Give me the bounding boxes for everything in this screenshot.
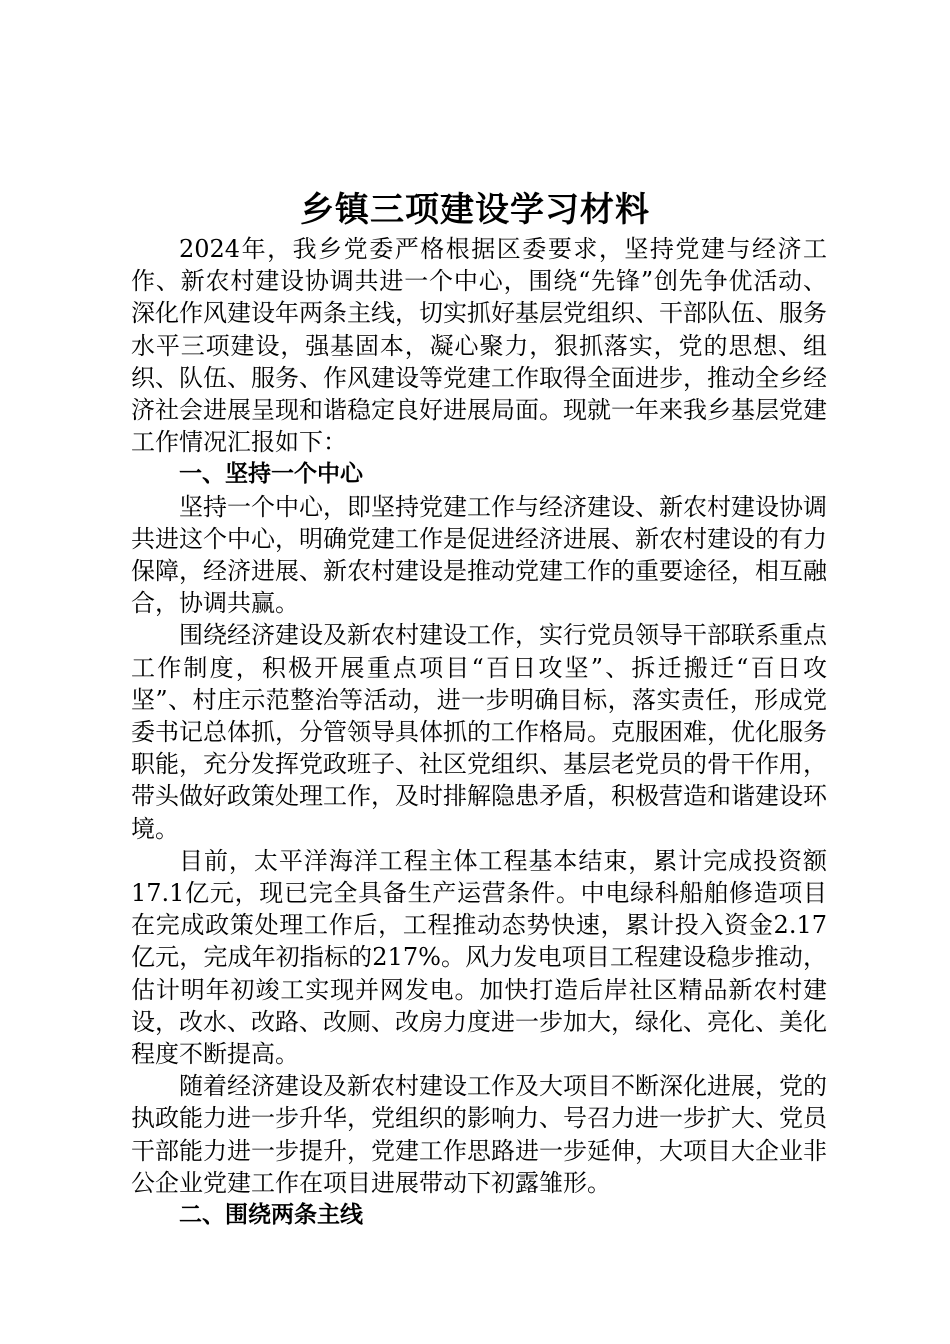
intro-paragraph: 2024年，我乡党委严格根据区委要求，坚持党建与经济工作、新农村建设协调共进一个中心，围绕“先锋”创先争优活动、深化作风建设年两条主线，切实抓好基层党组织、干部队伍、服务水平三项建设，强基固本，凝心聚力，狠抓落实，党的思想、组织、队伍、服务、作风建设等党建工作取得全面进步，推动全乡经济社会进展呈现和谐稳定良好进展局面。现就一年来我乡基层党建工作情况汇报如下： <box>131 235 827 457</box>
section-1-paragraph-2: 围绕经济建设及新农村建设工作，实行党员领导干部联系重点工作制度，积极开展重点项目“百日攻坚”、拆迁搬迁“百日攻坚”、村庄示范整治等活动，进一步明确目标，落实责任，形成党委书记总体抓，分管领导具体抓的工作格局。克服困难，优化服务职能，充分发挥党政班子、社区党组织、基层老党员的骨干作用，带头做好政策处理工作，及时排解隐患矛盾，积极营造和谐建设环境。 <box>131 621 827 843</box>
document-title: 乡镇三项建设学习材料 <box>300 190 650 230</box>
section-heading-2: 二、围绕两条主线 <box>179 1202 363 1229</box>
section-1-paragraph-4: 随着经济建设及新农村建设工作及大项目不断深化进展，党的执政能力进一步升华，党组织的影响力、号召力进一步扩大、党员干部能力进一步提升，党建工作思路进一步延伸，大项目大企业非公企业党建工作在项目进展带动下初露雏形。 <box>131 1072 827 1197</box>
section-1-paragraph-3: 目前，太平洋海洋工程主体工程基本结束，累计完成投资额17.1亿元，现已完全具备生产运营条件。中电绿科船舶修造项目在完成政策处理工作后，工程推动态势快速，累计投入资金2.17亿元，完成年初指标的217%。风力发电项目工程建设稳步推动，估计明年初竣工实现并网发电。加快打造后岸社区精品新农村建设，改水、改路、改厕、改房力度进一步加大，绿化、亮化、美化程度不断提高。 <box>131 846 827 1069</box>
section-1-paragraph-1: 坚持一个中心，即坚持党建工作与经济建设、新农村建设协调共进这个中心，明确党建工作是促进经济进展、新农村建设的有力保障，经济进展、新农村建设是推动党建工作的重要途径，相互融合，协调共赢。 <box>131 492 827 618</box>
section-heading-1: 一、坚持一个中心 <box>179 461 363 488</box>
document-body <box>131 233 827 1231</box>
